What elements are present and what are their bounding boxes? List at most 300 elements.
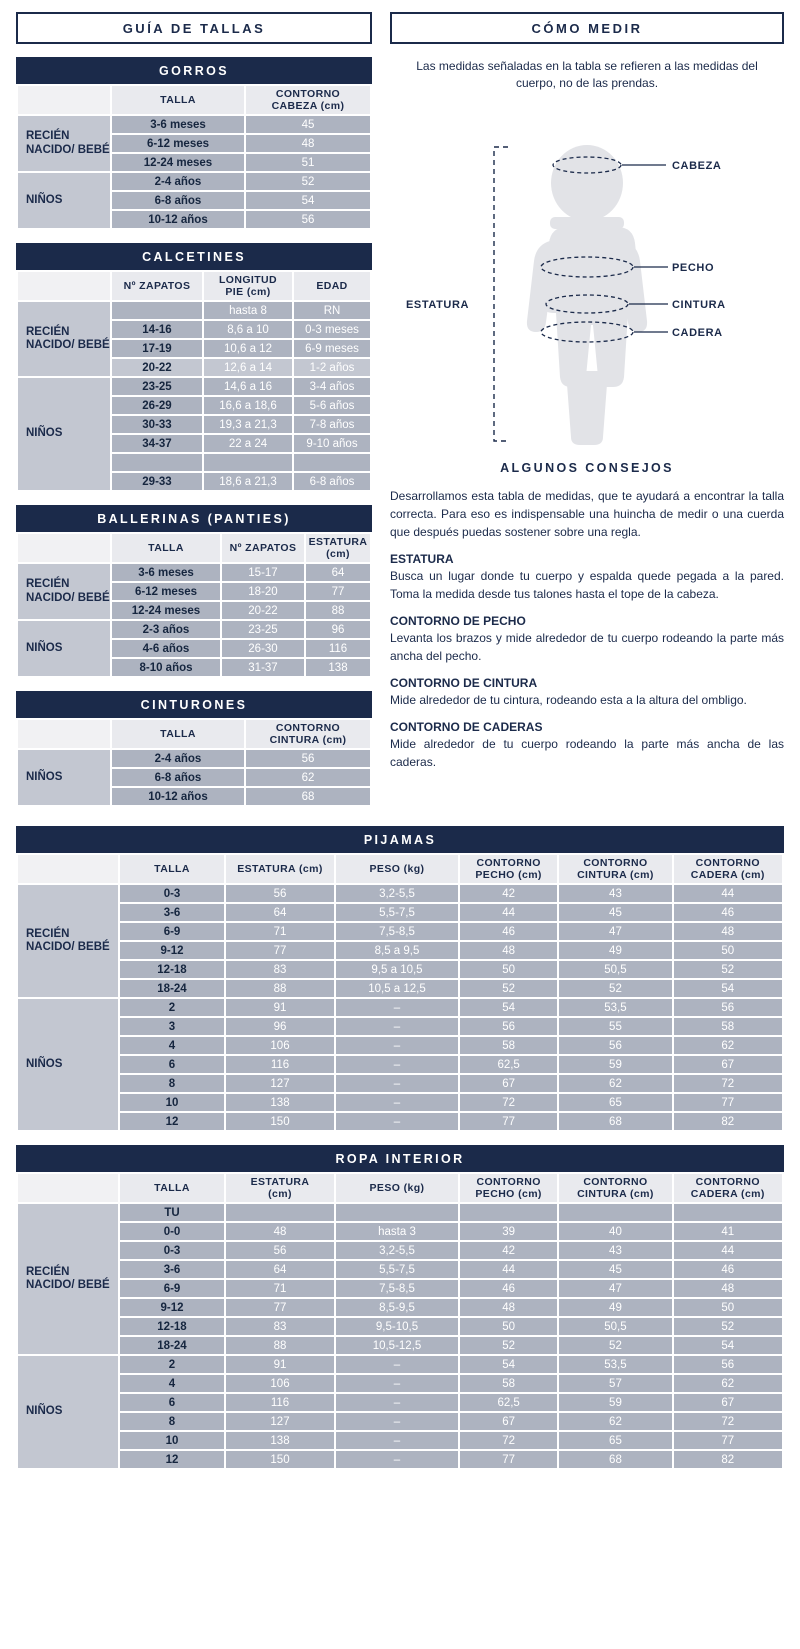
header-contorno-cintura: CONTORNO CINTURA (cm) (559, 855, 671, 883)
cell-peso: 3,2-5,5 (336, 885, 458, 902)
cell-talla: 18-24 (120, 980, 224, 997)
tip-heading: CONTORNO DE CINTURA (390, 675, 538, 690)
cell-talla: 10 (120, 1094, 224, 1111)
cell-cintura: 45 (559, 1261, 671, 1278)
table-row (18, 1299, 782, 1316)
table-ropa-interior (16, 1172, 784, 1470)
cell-estatura: 64 (306, 564, 370, 581)
cell-talla: 3-6 (120, 904, 224, 921)
cell-zapatos (112, 302, 202, 319)
cell-talla: 3-6 meses (112, 564, 220, 581)
cell-blank (294, 454, 370, 471)
cell-talla: 2-4 años (112, 750, 244, 767)
cell-talla: 2 (120, 1356, 224, 1373)
cell-estatura: 88 (306, 602, 370, 619)
cell-cintura: 40 (559, 1223, 671, 1240)
cell-cabeza: 52 (246, 173, 370, 190)
cell-peso (336, 1204, 458, 1221)
cell-peso: – (336, 1356, 458, 1373)
group-label-ninos: NIÑOS (18, 750, 110, 805)
table-header-row (18, 720, 370, 748)
cell-cadera: 50 (674, 1299, 782, 1316)
header-talla: TALLA (120, 855, 224, 883)
cell-pie: hasta 8 (204, 302, 292, 319)
table-row (18, 378, 370, 395)
intro-text: Las medidas señaladas en la tabla se refieren a las medidas del cuerpo, no de las prendas. (416, 59, 758, 91)
cell-edad: 5-6 años (294, 397, 370, 414)
tip-text: Levanta los brazos y mide alrededor de tu cuerpo rodeando la parte más ancha del pecho. (390, 630, 784, 663)
cell-edad: 6-9 meses (294, 340, 370, 357)
cell-cadera: 46 (674, 1261, 782, 1278)
cell-zapatos: 26-30 (222, 640, 304, 657)
section-pijamas (16, 826, 784, 1132)
label-cadera: CADERA (672, 326, 723, 339)
cell-edad: 1-2 años (294, 359, 370, 376)
cell-cadera: 62 (674, 1037, 782, 1054)
table-gorros (16, 84, 372, 230)
table-row (18, 750, 370, 767)
body-measurement-figure (390, 99, 784, 459)
table-row (18, 1056, 782, 1073)
cell-blank (112, 454, 202, 471)
cell-estatura: 91 (226, 999, 334, 1016)
label-cintura: CINTURA (672, 298, 726, 311)
cell-pecho: 56 (460, 1018, 557, 1035)
table-row (18, 1242, 782, 1259)
cell-estatura: 138 (226, 1432, 334, 1449)
cell-cintura: 45 (559, 904, 671, 921)
header-estatura: ESTATURA (cm) (226, 1174, 334, 1202)
cell-cintura: 65 (559, 1094, 671, 1111)
cell-talla: 12-18 (120, 961, 224, 978)
cell-peso: 7,5-8,5 (336, 1280, 458, 1297)
cell-cabeza: 56 (246, 211, 370, 228)
cell-talla: 0-3 (120, 1242, 224, 1259)
cell-cadera: 58 (674, 1018, 782, 1035)
corner-cell (18, 1174, 118, 1202)
cell-pecho: 54 (460, 1356, 557, 1373)
left-column (16, 12, 372, 820)
table-row (18, 1204, 782, 1221)
corner-cell (18, 272, 110, 300)
table-row (18, 1018, 782, 1035)
tip-heading: ESTATURA (390, 551, 454, 566)
cell-pie: 8,6 a 10 (204, 321, 292, 338)
cell-pie: 10,6 a 12 (204, 340, 292, 357)
cell-pecho: 72 (460, 1432, 557, 1449)
cell-estatura: 150 (226, 1113, 334, 1130)
cell-talla: 2-4 años (112, 173, 244, 190)
cell-cintura: 55 (559, 1018, 671, 1035)
cell-talla: 12 (120, 1113, 224, 1130)
cell-cintura: 62 (559, 1075, 671, 1092)
cell-pecho: 42 (460, 1242, 557, 1259)
cell-peso: hasta 3 (336, 1223, 458, 1240)
cell-talla: 6 (120, 1394, 224, 1411)
cell-pie: 14,6 a 16 (204, 378, 292, 395)
cell-cintura: 56 (559, 1037, 671, 1054)
header-contorno-pecho: CONTORNO PECHO (cm) (460, 1174, 557, 1202)
table-header-row (18, 1174, 782, 1202)
cell-pecho: 58 (460, 1037, 557, 1054)
cell-cintura: 43 (559, 1242, 671, 1259)
cell-pie: 22 a 24 (204, 435, 292, 452)
cell-blank (204, 454, 292, 471)
header-contorno-cadera: CONTORNO CADERA (cm) (674, 855, 782, 883)
tip-contorno-cintura (390, 676, 784, 709)
cell-estatura: 96 (226, 1018, 334, 1035)
cell-estatura: 116 (226, 1394, 334, 1411)
cell-zapatos: 30-33 (112, 416, 202, 433)
cell-zapatos: 20-22 (112, 359, 202, 376)
cell-cadera: 77 (674, 1094, 782, 1111)
cell-zapatos: 15-17 (222, 564, 304, 581)
cell-cadera: 72 (674, 1075, 782, 1092)
cell-talla: 6-9 (120, 923, 224, 940)
cell-cadera: 82 (674, 1113, 782, 1130)
cell-peso: – (336, 1075, 458, 1092)
cell-cintura: 59 (559, 1056, 671, 1073)
table-row (18, 1075, 782, 1092)
table-row (18, 621, 370, 638)
cell-cadera: 72 (674, 1413, 782, 1430)
cell-cintura: 62 (559, 1413, 671, 1430)
cell-cadera: 62 (674, 1375, 782, 1392)
cell-zapatos: 18-20 (222, 583, 304, 600)
cell-talla: 4 (120, 1375, 224, 1392)
cell-cadera: 67 (674, 1394, 782, 1411)
cell-talla: 6-8 años (112, 769, 244, 786)
tip-contorno-pecho (390, 614, 784, 665)
group-label-ninos: NIÑOS (18, 378, 110, 490)
cell-pecho: 50 (460, 961, 557, 978)
section-ballerinas (16, 505, 372, 678)
cell-talla: 10-12 años (112, 211, 244, 228)
cell-cabeza: 51 (246, 154, 370, 171)
cell-cabeza: 48 (246, 135, 370, 152)
cell-estatura: 56 (226, 1242, 334, 1259)
cell-cintura: 53,5 (559, 999, 671, 1016)
cell-pecho: 46 (460, 923, 557, 940)
band-ropa-interior: ROPA INTERIOR (16, 1145, 784, 1172)
cell-pecho: 42 (460, 885, 557, 902)
cell-peso: 8,5-9,5 (336, 1299, 458, 1316)
header-n-zapatos: Nº ZAPATOS (112, 272, 202, 300)
tip-heading: CONTORNO DE PECHO (390, 613, 526, 628)
cell-talla: 6 (120, 1056, 224, 1073)
section-cinturones (16, 691, 372, 807)
cell-peso: 5,5-7,5 (336, 904, 458, 921)
header-contorno-cabeza: CONTORNO CABEZA (cm) (246, 86, 370, 114)
cell-peso: 8,5 a 9,5 (336, 942, 458, 959)
cell-talla: 12-18 (120, 1318, 224, 1335)
cell-estatura: 71 (226, 923, 334, 940)
cell-estatura: 88 (226, 980, 334, 997)
header-talla: TALLA (112, 720, 244, 748)
cell-cintura: 59 (559, 1394, 671, 1411)
header-longitud-pie: LONGITUD PIE (cm) (204, 272, 292, 300)
cell-talla: 12 (120, 1451, 224, 1468)
cell-pecho: 67 (460, 1075, 557, 1092)
cell-pecho: 44 (460, 904, 557, 921)
table-row (18, 1375, 782, 1392)
cell-pecho: 52 (460, 1337, 557, 1354)
table-header-row (18, 272, 370, 300)
header-talla: TALLA (112, 86, 244, 114)
right-column (390, 12, 784, 820)
cell-peso: 9,5 a 10,5 (336, 961, 458, 978)
cell-estatura: 71 (226, 1280, 334, 1297)
cell-edad: RN (294, 302, 370, 319)
cell-cintura: 47 (559, 923, 671, 940)
section-gorros (16, 57, 372, 230)
cell-peso: – (336, 1094, 458, 1111)
cell-peso: – (336, 1018, 458, 1035)
cell-estatura: 91 (226, 1356, 334, 1373)
cell-cadera: 52 (674, 961, 782, 978)
cell-estatura: 106 (226, 1375, 334, 1392)
cell-zapatos: 14-16 (112, 321, 202, 338)
cell-zapatos: 17-19 (112, 340, 202, 357)
table-row (18, 1356, 782, 1373)
tip-heading: CONTORNO DE CADERAS (390, 719, 543, 734)
cell-talla: 8-10 años (112, 659, 220, 676)
cell-talla: 6-8 años (112, 192, 244, 209)
group-label-recien-nacido: RECIÉN NACIDO/ BEBÉ (18, 1204, 118, 1354)
tip-estatura (390, 552, 784, 603)
group-label-recien-nacido: RECIÉN NACIDO/ BEBÉ (18, 116, 110, 171)
group-label-ninos: NIÑOS (18, 999, 118, 1130)
group-label-ninos: NIÑOS (18, 173, 110, 228)
cell-talla: 10-12 años (112, 788, 244, 805)
cell-peso: – (336, 1451, 458, 1468)
table-row (18, 1451, 782, 1468)
cell-estatura: 138 (226, 1094, 334, 1111)
cell-estatura: 138 (306, 659, 370, 676)
cell-estatura: 48 (226, 1223, 334, 1240)
cell-pecho: 77 (460, 1113, 557, 1130)
header-edad: EDAD (294, 272, 370, 300)
group-label-recien-nacido: RECIÉN NACIDO/ BEBÉ (18, 564, 110, 619)
band-gorros: GORROS (16, 57, 372, 84)
table-row (18, 1223, 782, 1240)
cell-talla: 6-9 (120, 1280, 224, 1297)
cell-cintura: 52 (559, 980, 671, 997)
cell-peso: 10,5 a 12,5 (336, 980, 458, 997)
cell-peso: 9,5-10,5 (336, 1318, 458, 1335)
cell-pecho: 50 (460, 1318, 557, 1335)
header-estatura: ESTATURA (cm) (306, 534, 370, 562)
table-row (18, 173, 370, 190)
cell-zapatos: 23-25 (222, 621, 304, 638)
table-row (18, 564, 370, 581)
cell-talla: 12-24 meses (112, 154, 244, 171)
cell-cadera: 56 (674, 1356, 782, 1373)
cell-talla: 2-3 años (112, 621, 220, 638)
cell-cintura: 47 (559, 1280, 671, 1297)
cell-cintura: 52 (559, 1337, 671, 1354)
cell-pecho: 67 (460, 1413, 557, 1430)
cell-estatura: 116 (226, 1056, 334, 1073)
cell-talla: 3-6 meses (112, 116, 244, 133)
figure-svg (390, 99, 780, 459)
cell-cadera: 41 (674, 1223, 782, 1240)
table-header-row (18, 534, 370, 562)
cell-edad: 6-8 años (294, 473, 370, 490)
cell-peso: – (336, 1113, 458, 1130)
table-row (18, 980, 782, 997)
cell-pecho: 48 (460, 1299, 557, 1316)
cell-talla: 9-12 (120, 942, 224, 959)
cell-peso: 7,5-8,5 (336, 923, 458, 940)
cell-estatura: 64 (226, 904, 334, 921)
cell-estatura: 77 (306, 583, 370, 600)
cell-talla: 4 (120, 1037, 224, 1054)
cell-edad: 3-4 años (294, 378, 370, 395)
cell-cadera: 48 (674, 1280, 782, 1297)
cell-peso: – (336, 1413, 458, 1430)
cell-cadera: 54 (674, 980, 782, 997)
corner-cell (18, 855, 118, 883)
corner-cell (18, 86, 110, 114)
header-contorno-cintura: CONTORNO CINTURA (cm) (246, 720, 370, 748)
cell-cintura: 68 (559, 1451, 671, 1468)
group-label-ninos: NIÑOS (18, 1356, 118, 1468)
cell-pecho: 48 (460, 942, 557, 959)
table-cinturones (16, 718, 372, 807)
table-row (18, 1413, 782, 1430)
label-cabeza: CABEZA (672, 159, 722, 172)
cell-cadera: 82 (674, 1451, 782, 1468)
table-row (18, 999, 782, 1016)
table-row (18, 1432, 782, 1449)
cell-estatura: 83 (226, 1318, 334, 1335)
cell-cintura: 62 (246, 769, 370, 786)
section-calcetines (16, 243, 372, 492)
cell-estatura: 96 (306, 621, 370, 638)
tip-text: Mide alrededor de tu cintura, rodeando esta a la altura del ombligo. (390, 692, 747, 707)
cell-pecho: 39 (460, 1223, 557, 1240)
cell-cadera: 77 (674, 1432, 782, 1449)
cell-peso: – (336, 1037, 458, 1054)
table-row (18, 1337, 782, 1354)
header-contorno-cadera: CONTORNO CADERA (cm) (674, 1174, 782, 1202)
section-ropa-interior (16, 1145, 784, 1470)
cell-cadera: 46 (674, 904, 782, 921)
cell-estatura: 88 (226, 1337, 334, 1354)
table-pijamas (16, 853, 784, 1132)
cell-talla: 0-0 (120, 1223, 224, 1240)
header-talla: TALLA (120, 1174, 224, 1202)
table-calcetines (16, 270, 372, 492)
cell-estatura: 116 (306, 640, 370, 657)
cell-pecho: 44 (460, 1261, 557, 1278)
cell-cintura: 49 (559, 1299, 671, 1316)
cell-peso: – (336, 1375, 458, 1392)
cell-talla: 0-3 (120, 885, 224, 902)
table-row (18, 1394, 782, 1411)
table-row (18, 116, 370, 133)
cell-peso: – (336, 1432, 458, 1449)
band-ballerinas: BALLERINAS (PANTIES) (16, 505, 372, 532)
cell-cabeza: 45 (246, 116, 370, 133)
cell-cabeza: 54 (246, 192, 370, 209)
cell-pie: 16,6 a 18,6 (204, 397, 292, 414)
table-row (18, 942, 782, 959)
cell-talla: 2 (120, 999, 224, 1016)
cell-peso: – (336, 999, 458, 1016)
cell-estatura: 106 (226, 1037, 334, 1054)
table-row (18, 1261, 782, 1278)
cell-pecho: 77 (460, 1451, 557, 1468)
cell-talla: 3-6 (120, 1261, 224, 1278)
cell-peso: 10,5-12,5 (336, 1337, 458, 1354)
cell-peso: – (336, 1056, 458, 1073)
cell-cintura: 68 (559, 1113, 671, 1130)
header-peso: PESO (kg) (336, 1174, 458, 1202)
cell-talla: 9-12 (120, 1299, 224, 1316)
cell-cadera: 54 (674, 1337, 782, 1354)
table-row (18, 1280, 782, 1297)
cell-pecho: 72 (460, 1094, 557, 1111)
cell-pecho: 62,5 (460, 1056, 557, 1073)
cell-pie: 12,6 a 14 (204, 359, 292, 376)
cell-pecho: 58 (460, 1375, 557, 1392)
corner-cell (18, 720, 110, 748)
cell-estatura: 127 (226, 1075, 334, 1092)
cell-talla: TU (120, 1204, 224, 1221)
table-row (18, 904, 782, 921)
cell-edad: 0-3 meses (294, 321, 370, 338)
cell-zapatos: 20-22 (222, 602, 304, 619)
table-header-row (18, 855, 782, 883)
group-label-recien-nacido: RECIÉN NACIDO/ BEBÉ (18, 302, 110, 376)
band-calcetines: CALCETINES (16, 243, 372, 270)
header-peso: PESO (kg) (336, 855, 458, 883)
cell-cintura: 65 (559, 1432, 671, 1449)
cell-pecho: 62,5 (460, 1394, 557, 1411)
corner-cell (18, 534, 110, 562)
cell-cadera: 52 (674, 1318, 782, 1335)
table-row (18, 923, 782, 940)
header-contorno-pecho: CONTORNO PECHO (cm) (460, 855, 557, 883)
cell-estatura (226, 1204, 334, 1221)
tip-text: Mide alrededor de tu cuerpo rodeando la parte más ancha de las caderas. (390, 736, 784, 769)
cell-cintura: 50,5 (559, 961, 671, 978)
cell-peso: 5,5-7,5 (336, 1261, 458, 1278)
cell-cadera: 56 (674, 999, 782, 1016)
cell-estatura: 77 (226, 942, 334, 959)
cell-zapatos: 23-25 (112, 378, 202, 395)
cell-edad: 7-8 años (294, 416, 370, 433)
cell-cintura: 68 (246, 788, 370, 805)
band-pijamas: PIJAMAS (16, 826, 784, 853)
cell-estatura: 127 (226, 1413, 334, 1430)
band-cinturones: CINTURONES (16, 691, 372, 718)
label-pecho: PECHO (672, 261, 715, 274)
cell-cadera (674, 1204, 782, 1221)
header-contorno-cintura: CONTORNO CINTURA (cm) (559, 1174, 671, 1202)
cell-talla: 12-24 meses (112, 602, 220, 619)
cell-pecho: 54 (460, 999, 557, 1016)
cell-pecho: 52 (460, 980, 557, 997)
top-two-columns (16, 12, 784, 820)
cell-estatura: 77 (226, 1299, 334, 1316)
cell-talla: 10 (120, 1432, 224, 1449)
header-estatura: ESTATURA (cm) (226, 855, 334, 883)
cell-talla: 8 (120, 1413, 224, 1430)
cell-cintura: 49 (559, 942, 671, 959)
